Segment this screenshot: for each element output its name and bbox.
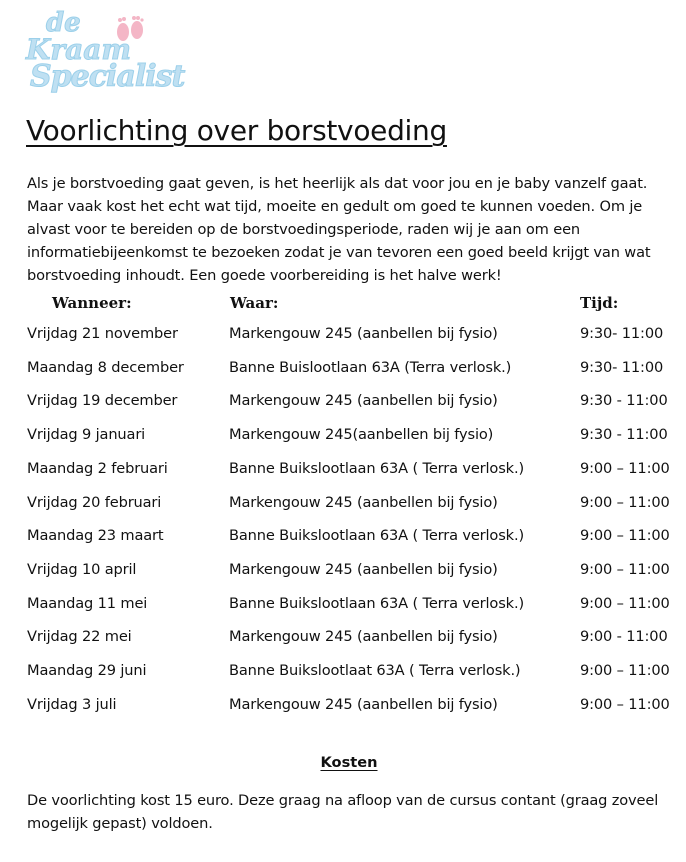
- cell-where: Markengouw 245 (aanbellen bij fysio): [229, 560, 498, 578]
- kraamspecialist-logo: [24, 8, 185, 100]
- cell-where: Banne Buikslootlaan 63A ( Terra verlosk.): [229, 459, 525, 477]
- cell-time: 9:30- 11:00: [580, 358, 664, 376]
- cell-time: 9:00 – 11:00: [580, 493, 670, 511]
- costs-paragraph: De voorlichting kost 15 euro. Deze graag na afloop van de cursus contant (graag zoveel mogelijk gepast) voldoen.: [27, 792, 659, 832]
- cell-time: 9:00 – 11:00: [580, 459, 670, 477]
- cell-when: Vrijdag 21 november: [27, 325, 178, 342]
- logo-text-kraam: Kraam: [26, 33, 131, 66]
- column-header-when: Wanneer:: [52, 294, 132, 312]
- cell-when: Vrijdag 10 april: [27, 560, 137, 578]
- logo-text-de: de: [46, 8, 81, 38]
- column-header-time: Tijd:: [580, 294, 619, 312]
- table-row: [0, 392, 686, 416]
- cell-when: Maandag 8 december: [27, 358, 184, 376]
- intro-paragraph: Als je borstvoeding gaat geven, is het heerlijk als dat voor jou en je baby vanzelf gaat. Maar vaak kost het echt wat tijd, moeite en gedult om goed te kunnen voeden. Om je alvast voor te bereiden op de borstvoedingsperiode, raden wij je aan om een informatiebijeenkomst te bezoeken zodat je van tevoren een goed beeld krijgt van wat borstvoeding inhoudt. Een goede voorbereiding is het halve werk!: [27, 175, 651, 284]
- table-row: [0, 426, 686, 450]
- cell-when: Maandag 2 februari: [27, 459, 168, 477]
- cell-time: 9:00 – 11:00: [580, 560, 670, 578]
- table-row: [0, 662, 686, 686]
- page-title: Voorlichting over borstvoeding: [26, 114, 447, 147]
- table-row: [0, 696, 686, 720]
- cell-when: Maandag 29 juni: [27, 662, 147, 679]
- cell-when: Vrijdag 20 februari: [27, 493, 162, 511]
- cell-where: Markengouw 245(aanbellen bij fysio): [229, 426, 494, 444]
- cell-where: Banne Buislootlaan 63A (Terra verlosk.): [229, 358, 512, 376]
- cell-where: Markengouw 245 (aanbellen bij fysio): [229, 392, 498, 410]
- table-row: [0, 561, 686, 585]
- cell-when: Vrijdag 22 mei: [27, 628, 132, 646]
- table-row: [0, 628, 686, 652]
- table-row: [0, 325, 686, 349]
- cell-where: Banne Buikslootlaan 63A ( Terra verlosk.): [229, 527, 525, 545]
- cell-when: Vrijdag 19 december: [27, 392, 178, 410]
- table-row: [0, 494, 686, 518]
- cell-time: 9:00 – 11:00: [580, 695, 670, 713]
- table-row: [0, 359, 686, 383]
- cell-time: 9:00 - 11:00: [580, 628, 668, 646]
- cell-when: Vrijdag 9 januari: [27, 426, 146, 444]
- table-row: [0, 595, 686, 619]
- cell-when: Vrijdag 3 juli: [27, 695, 117, 713]
- cell-when: Maandag 23 maart: [27, 527, 164, 545]
- cell-where: Banne Buikslootlaat 63A ( Terra verlosk.): [229, 662, 521, 679]
- cell-where: Markengouw 245 (aanbellen bij fysio): [229, 493, 498, 511]
- logo-text-specialist: Specialist: [30, 59, 185, 94]
- table-row: [0, 527, 686, 551]
- cell-time: 9:00 – 11:00: [580, 594, 670, 612]
- cell-where: Banne Buikslootlaan 63A ( Terra verlosk.): [229, 594, 525, 612]
- column-header-where: Waar:: [230, 294, 279, 312]
- cell-where: Markengouw 245 (aanbellen bij fysio): [229, 325, 498, 342]
- costs-heading: Kosten: [320, 754, 378, 771]
- cell-time: 9:30 - 11:00: [580, 392, 668, 410]
- cell-time: 9:00 – 11:00: [580, 527, 670, 545]
- cell-when: Maandag 11 mei: [27, 594, 148, 612]
- cell-time: 9:30- 11:00: [580, 325, 664, 342]
- cell-where: Markengouw 245 (aanbellen bij fysio): [229, 695, 498, 713]
- table-row: [0, 460, 686, 484]
- cell-time: 9:30 - 11:00: [580, 426, 668, 444]
- cell-where: Markengouw 245 (aanbellen bij fysio): [229, 628, 498, 646]
- cell-time: 9:00 – 11:00: [580, 662, 670, 679]
